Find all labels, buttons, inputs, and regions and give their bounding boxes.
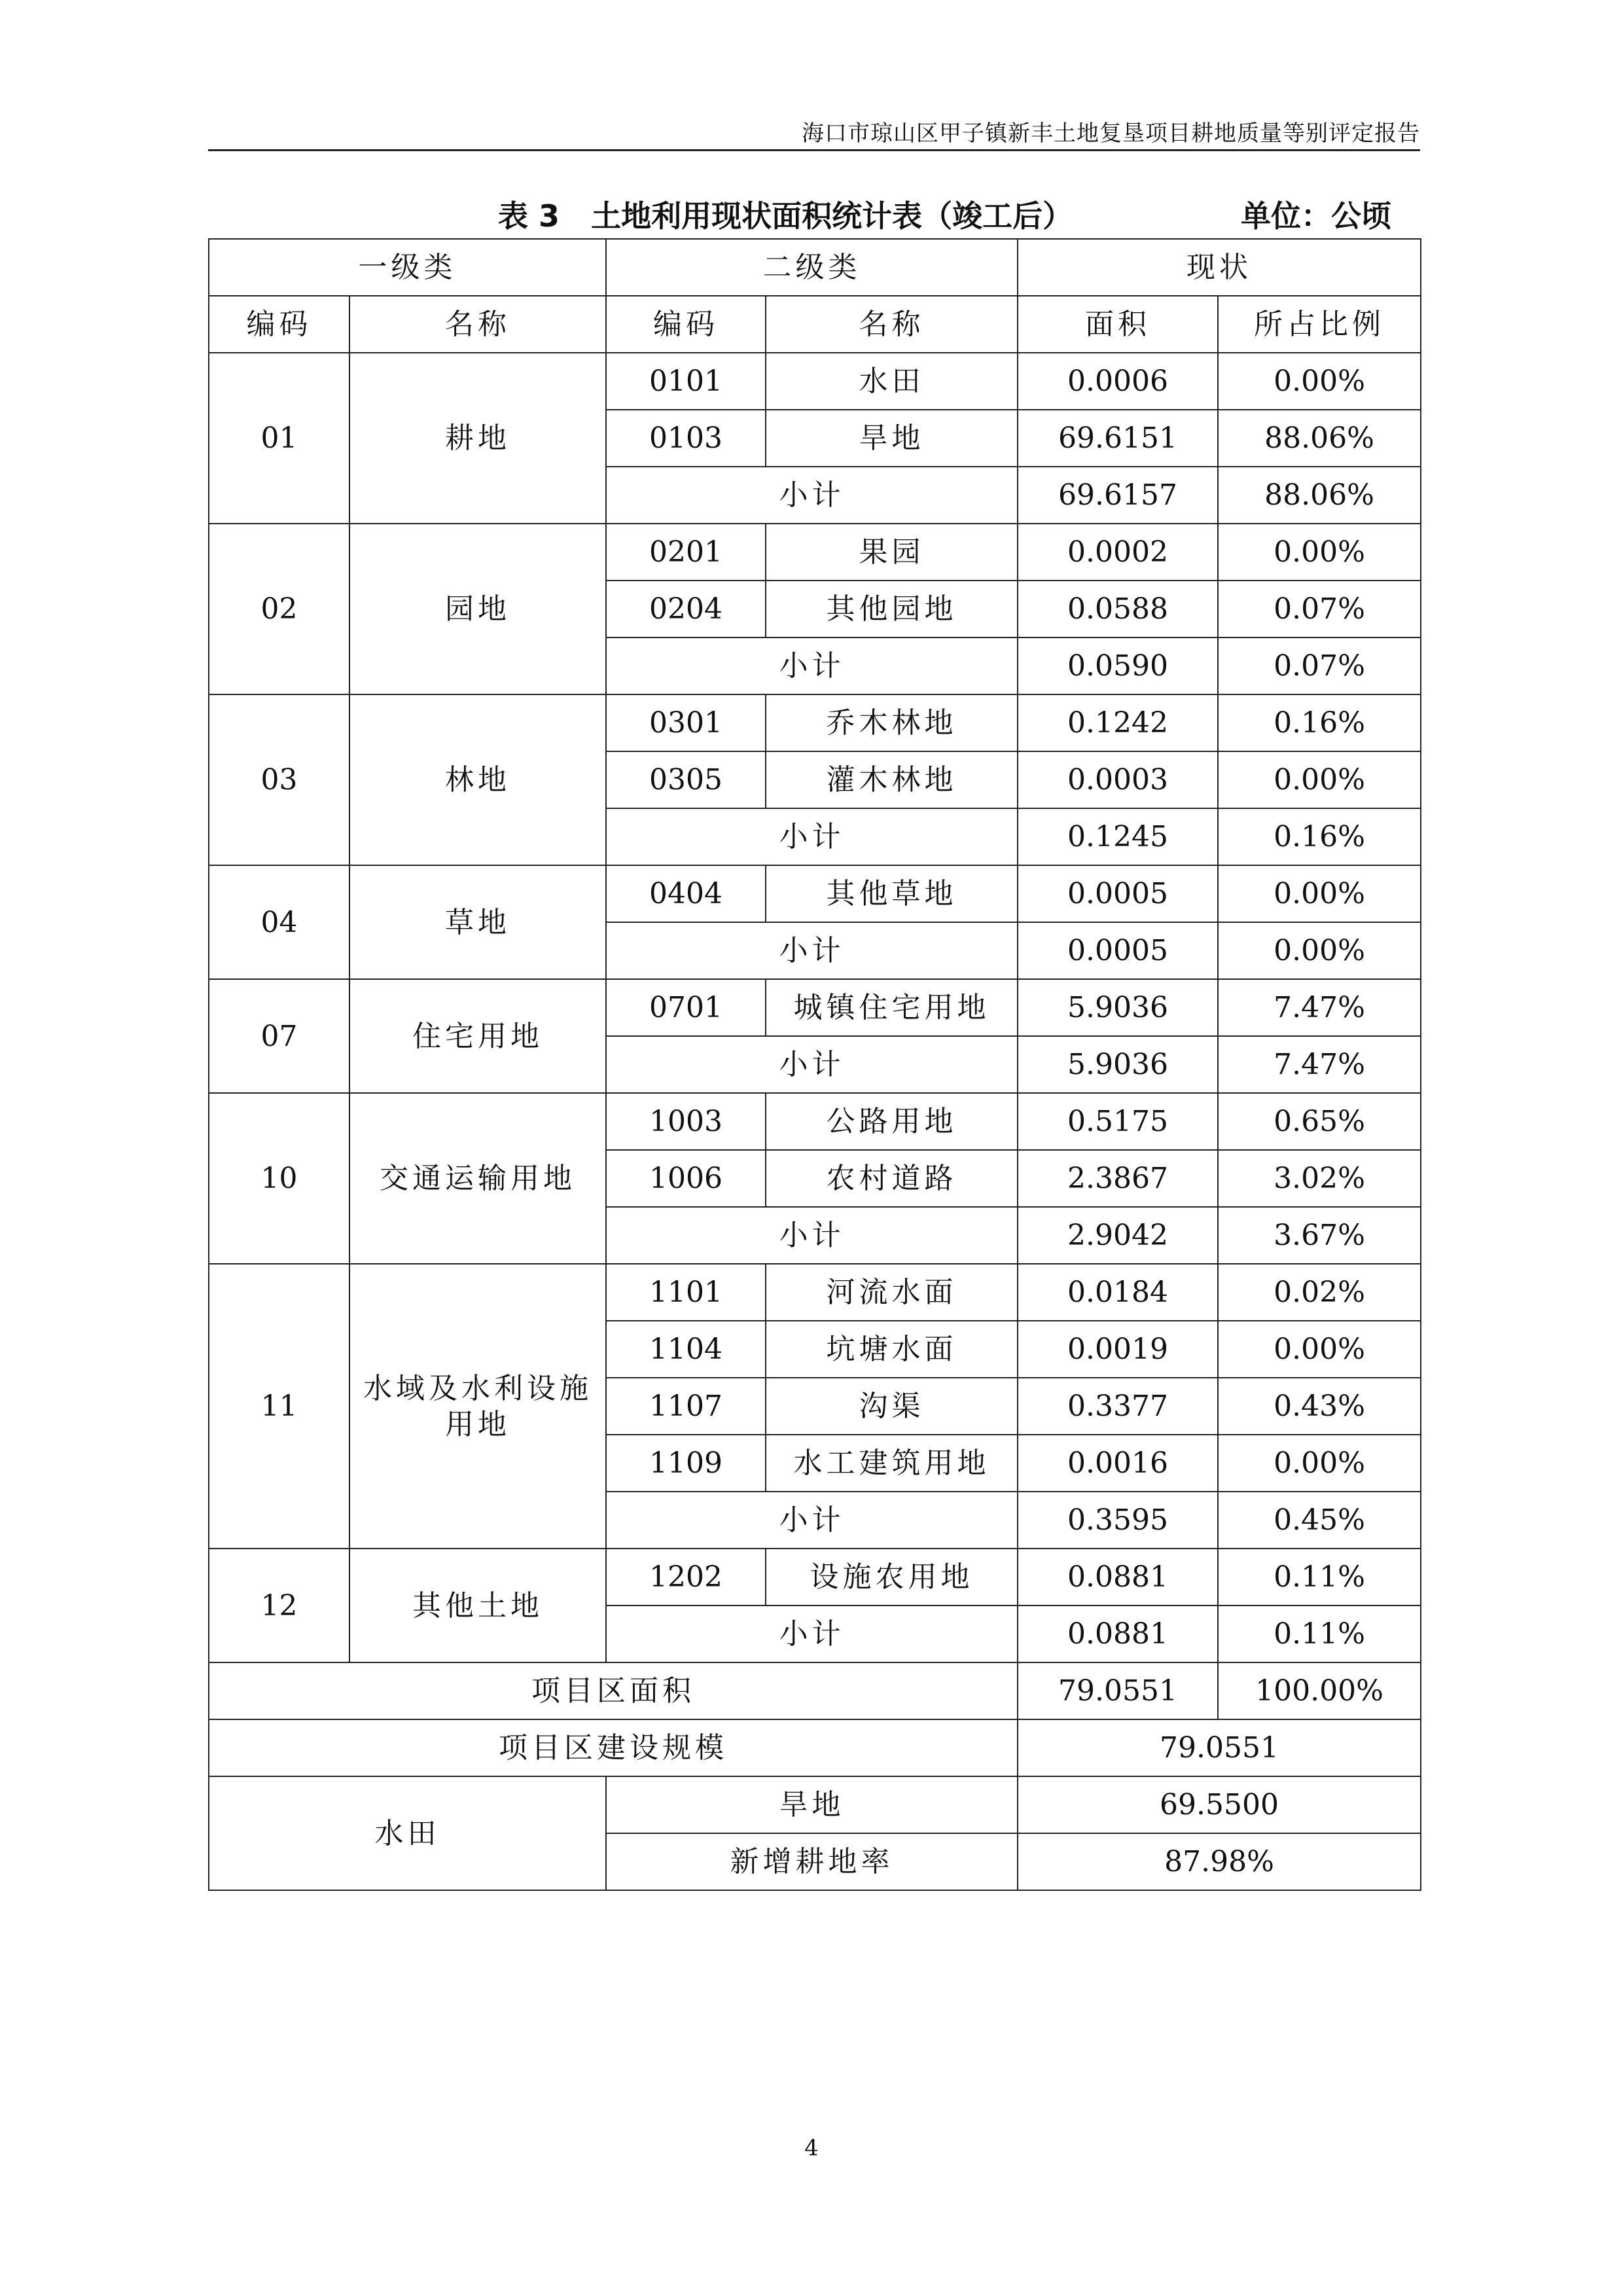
level2-name: 河流水面 [766, 1264, 1018, 1321]
subtotal-ratio: 0.00% [1218, 922, 1421, 979]
header-code: 编码 [209, 296, 349, 353]
header-code2: 编码 [606, 296, 766, 353]
level2-code: 0201 [606, 524, 766, 581]
subtotal-ratio: 0.45% [1218, 1492, 1421, 1549]
new-rate-label: 新增耕地率 [606, 1833, 1018, 1890]
subtotal-label: 小计 [606, 467, 1018, 524]
ratio-value: 0.07% [1218, 581, 1421, 637]
level2-code: 0204 [606, 581, 766, 637]
level1-name: 住宅用地 [349, 979, 606, 1093]
subtotal-label: 小计 [606, 1605, 1018, 1662]
subtotal-label: 小计 [606, 1207, 1018, 1264]
area-value: 0.1242 [1018, 694, 1218, 751]
level1-code: 03 [209, 694, 349, 865]
construction-scale-row [209, 1719, 1421, 1776]
subtotal-area: 5.9036 [1018, 1036, 1218, 1093]
area-value: 0.0016 [1018, 1435, 1218, 1492]
subtotal-label: 小计 [606, 922, 1018, 979]
subtotal-area: 2.9042 [1018, 1207, 1218, 1264]
subtotal-ratio: 7.47% [1218, 1036, 1421, 1093]
level1-code: 01 [209, 353, 349, 524]
level2-name: 旱地 [766, 410, 1018, 467]
level1-name: 水域及水利设施用地 [349, 1264, 606, 1549]
subtotal-area: 0.3595 [1018, 1492, 1218, 1549]
header-name: 名称 [349, 296, 606, 353]
level2-name: 设施农用地 [766, 1549, 1018, 1605]
level1-code: 11 [209, 1264, 349, 1549]
subtotal-label: 小计 [606, 637, 1018, 694]
table-title: 表 3 土地利用现状面积统计表（竣工后） [498, 198, 1073, 234]
ratio-value: 7.47% [1218, 979, 1421, 1036]
land-use-table [208, 238, 1421, 1891]
table-row [209, 1093, 1421, 1150]
header-ratio: 所占比例 [1218, 296, 1421, 353]
ratio-value: 0.65% [1218, 1093, 1421, 1150]
area-value: 5.9036 [1018, 979, 1218, 1036]
level2-code: 1101 [606, 1264, 766, 1321]
area-value: 0.0881 [1018, 1549, 1218, 1605]
subtotal-label: 小计 [606, 1036, 1018, 1093]
table-row [209, 1264, 1421, 1321]
header-rule [208, 149, 1420, 151]
header-row-1 [209, 239, 1421, 296]
subtotal-label: 小计 [606, 1492, 1018, 1549]
level2-code: 1109 [606, 1435, 766, 1492]
subtotal-area: 0.1245 [1018, 808, 1218, 865]
subtotal-ratio: 0.07% [1218, 637, 1421, 694]
level2-code: 1006 [606, 1150, 766, 1207]
project-area-label: 项目区面积 [209, 1662, 1018, 1719]
level1-name: 草地 [349, 865, 606, 979]
dryland-label: 旱地 [606, 1776, 1018, 1833]
level2-name: 其他园地 [766, 581, 1018, 637]
area-value: 0.0003 [1018, 751, 1218, 808]
table-row [209, 865, 1421, 922]
subtotal-ratio: 0.11% [1218, 1605, 1421, 1662]
level2-name: 其他草地 [766, 865, 1018, 922]
area-value: 0.3377 [1018, 1378, 1218, 1435]
header-name2: 名称 [766, 296, 1018, 353]
ratio-value: 0.16% [1218, 694, 1421, 751]
ratio-value: 0.00% [1218, 1321, 1421, 1378]
area-value: 0.0006 [1018, 353, 1218, 410]
level2-code: 0101 [606, 353, 766, 410]
subtotal-area: 69.6157 [1018, 467, 1218, 524]
level1-code: 10 [209, 1093, 349, 1264]
level1-code: 07 [209, 979, 349, 1093]
level2-name: 水田 [766, 353, 1018, 410]
header-level1: 一级类 [209, 239, 606, 296]
construction-scale-value: 79.0551 [1018, 1719, 1421, 1776]
area-value: 0.0019 [1018, 1321, 1218, 1378]
project-area-row [209, 1662, 1421, 1719]
level2-name: 水工建筑用地 [766, 1435, 1018, 1492]
ratio-value: 0.00% [1218, 353, 1421, 410]
level1-name: 交通运输用地 [349, 1093, 606, 1264]
dryland-row [209, 1776, 1421, 1833]
level2-code: 0404 [606, 865, 766, 922]
level2-code: 1003 [606, 1093, 766, 1150]
running-header: 海口市琼山区甲子镇新丰土地复垦项目耕地质量等别评定报告 [802, 120, 1420, 147]
level2-code: 0701 [606, 979, 766, 1036]
table-unit: 单位：公顷 [1241, 198, 1391, 234]
new-rate-value: 87.98% [1018, 1833, 1421, 1890]
paddy-label: 水田 [209, 1776, 606, 1890]
level2-name: 农村道路 [766, 1150, 1018, 1207]
header-area: 面积 [1018, 296, 1218, 353]
header-row-2 [209, 296, 1421, 353]
level1-name: 其他土地 [349, 1549, 606, 1662]
area-value: 69.6151 [1018, 410, 1218, 467]
project-area-ratio: 100.00% [1218, 1662, 1421, 1719]
level2-name: 乔木林地 [766, 694, 1018, 751]
dryland-value: 69.5500 [1018, 1776, 1421, 1833]
table-body [209, 239, 1421, 1890]
level2-name: 沟渠 [766, 1378, 1018, 1435]
level2-name: 公路用地 [766, 1093, 1018, 1150]
subtotal-area: 0.0005 [1018, 922, 1218, 979]
level2-name: 坑塘水面 [766, 1321, 1018, 1378]
level2-code: 1107 [606, 1378, 766, 1435]
level2-code: 0103 [606, 410, 766, 467]
subtotal-ratio: 88.06% [1218, 467, 1421, 524]
level1-name: 园地 [349, 524, 606, 694]
area-value: 0.0005 [1018, 865, 1218, 922]
ratio-value: 0.02% [1218, 1264, 1421, 1321]
ratio-value: 0.43% [1218, 1378, 1421, 1435]
ratio-value: 0.00% [1218, 751, 1421, 808]
area-value: 0.5175 [1018, 1093, 1218, 1150]
subtotal-label: 小计 [606, 808, 1018, 865]
level1-code: 04 [209, 865, 349, 979]
level2-name: 城镇住宅用地 [766, 979, 1018, 1036]
header-status: 现状 [1018, 239, 1421, 296]
table-row [209, 353, 1421, 410]
page-number: 4 [804, 2135, 819, 2161]
level2-code: 0301 [606, 694, 766, 751]
area-value: 0.0588 [1018, 581, 1218, 637]
level1-code: 02 [209, 524, 349, 694]
table-row [209, 1549, 1421, 1605]
table-row [209, 524, 1421, 581]
header-level2: 二级类 [606, 239, 1018, 296]
level2-name: 灌木林地 [766, 751, 1018, 808]
ratio-value: 0.00% [1218, 865, 1421, 922]
ratio-value: 0.00% [1218, 1435, 1421, 1492]
construction-scale-label: 项目区建设规模 [209, 1719, 1018, 1776]
area-value: 2.3867 [1018, 1150, 1218, 1207]
table-row [209, 979, 1421, 1036]
area-value: 0.0002 [1018, 524, 1218, 581]
ratio-value: 3.02% [1218, 1150, 1421, 1207]
level2-code: 1104 [606, 1321, 766, 1378]
level1-code: 12 [209, 1549, 349, 1662]
table-row [209, 694, 1421, 751]
level2-code: 1202 [606, 1549, 766, 1605]
level1-name: 林地 [349, 694, 606, 865]
table-caption [208, 192, 1420, 238]
ratio-value: 88.06% [1218, 410, 1421, 467]
area-value: 0.0184 [1018, 1264, 1218, 1321]
project-area-value: 79.0551 [1018, 1662, 1218, 1719]
subtotal-area: 0.0881 [1018, 1605, 1218, 1662]
subtotal-ratio: 3.67% [1218, 1207, 1421, 1264]
subtotal-area: 0.0590 [1018, 637, 1218, 694]
ratio-value: 0.11% [1218, 1549, 1421, 1605]
level2-code: 0305 [606, 751, 766, 808]
ratio-value: 0.00% [1218, 524, 1421, 581]
level1-name: 耕地 [349, 353, 606, 524]
level2-name: 果园 [766, 524, 1018, 581]
subtotal-ratio: 0.16% [1218, 808, 1421, 865]
